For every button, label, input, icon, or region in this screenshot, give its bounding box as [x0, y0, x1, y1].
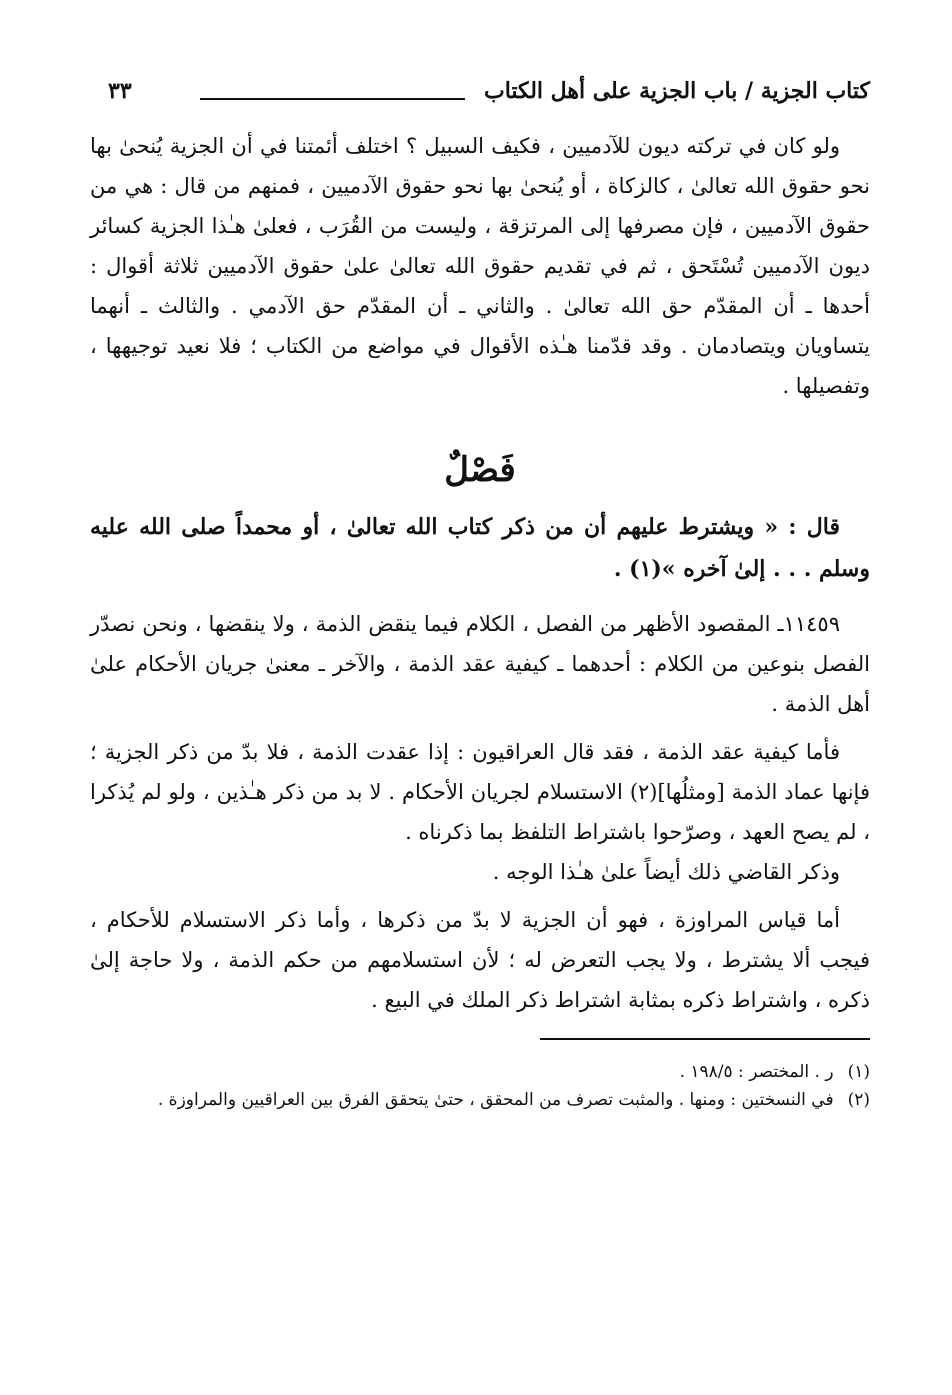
section-ornament-fasl: فَصْلٌ	[444, 450, 516, 490]
footnote-1-number: (١)	[847, 1062, 870, 1082]
paragraph-qadi: وذكر القاضي ذلك أيضاً علىٰ هـٰذا الوجه .	[492, 860, 840, 884]
header-rule	[200, 98, 465, 100]
running-header	[90, 72, 870, 112]
footnote-2-number: (٢)	[847, 1090, 870, 1110]
document-page	[90, 72, 870, 1114]
paragraph-1459: ١١٤٥٩ـ المقصود الأظهر من الفصل ، الكلام فيما ينقض الذمة ، ولا ينقضها ، ونحن نصدّر الفصل بنوعين من الكلام : أحدهما ـ كيفية عقد الذمة ، والآخر ـ معنىٰ جريان الأحكام علىٰ أهل الذمة .	[90, 612, 870, 716]
paragraph-marawiza: أما قياس المراوزة ، فهو أن الجزية لا بدّ من ذكرها ، وأما ذكر الاستسلام للأحكام ، فيجب ألا يشترط ، ولا يجب التعرض له ؛ لأن استسلامهم من حكم الذمة ، ولا حاجة إلىٰ ذكره ، واشتراط ذكره بمثابة اشتراط ذكر الملك في البيع .	[90, 908, 870, 1012]
footnote-1	[90, 1058, 870, 1086]
page-number: ٣٣	[108, 78, 132, 104]
running-header-title: كتاب الجزية / باب الجزية على أهل الكتاب	[484, 78, 870, 104]
footnote-2-text: في النسختين : ومنها . والمثبت تصرف من المحقق ، حتىٰ يتحقق الفرق بين العراقيين والمراوزة .	[157, 1090, 834, 1110]
section-quote: قال : « ويشترط عليهم أن من ذكر كتاب الله تعالىٰ ، أو محمداً صلى الله عليه وسلم . . . إلىٰ آخره »(١) .	[90, 514, 870, 582]
footnote-2	[90, 1086, 870, 1114]
paragraph-iraqis: فأما كيفية عقد الذمة ، فقد قال العراقيون : إذا عقدت الذمة ، فلا بدّ من ذكر الجزية ؛ فإنها عماد الذمة [ومثلُها](٢) الاستسلام لجريان الأحكام . لا بد من ذكر هـٰذين ، ولو لم يُذكرا ، لم يصح العهد ، وصرّحوا باشتراط التلفظ بما ذكرناه .	[90, 740, 870, 844]
footnote-rule	[540, 1038, 870, 1040]
paragraph-intro: ولو كان في تركته ديون للآدميين ، فكيف السبيل ؟ اختلف أئمتنا في أن الجزية يُنحىٰ بها نحو حقوق الله تعالىٰ ، كالزكاة ، أو يُنحىٰ بها نحو حقوق الآدميين ، فمنهم من قال : هي من حقوق الآدميين ، فإن مصرفها إلى المرتزقة ، وليست من القُرَب ، فعلىٰ هـٰذا الجزية كسائر ديون الآدميين تُسْتَحق ، ثم في تقديم حقوق الله تعالىٰ علىٰ حقوق الآدميين ثلاثة أقوال : أحدها ـ أن المقدّم حق الله تعالىٰ . والثاني ـ أن المقدّم حق الآدمي . والثالث ـ أنهما يتساويان ويتصادمان . وقد قدّمنا هـٰذه الأقوال في مواضع من الكتاب ؛ فلا نعيد توجيهها ، وتفصيلها .	[90, 134, 870, 398]
footnote-1-text: ر . المختصر : ١٩٨/٥ .	[679, 1062, 834, 1082]
